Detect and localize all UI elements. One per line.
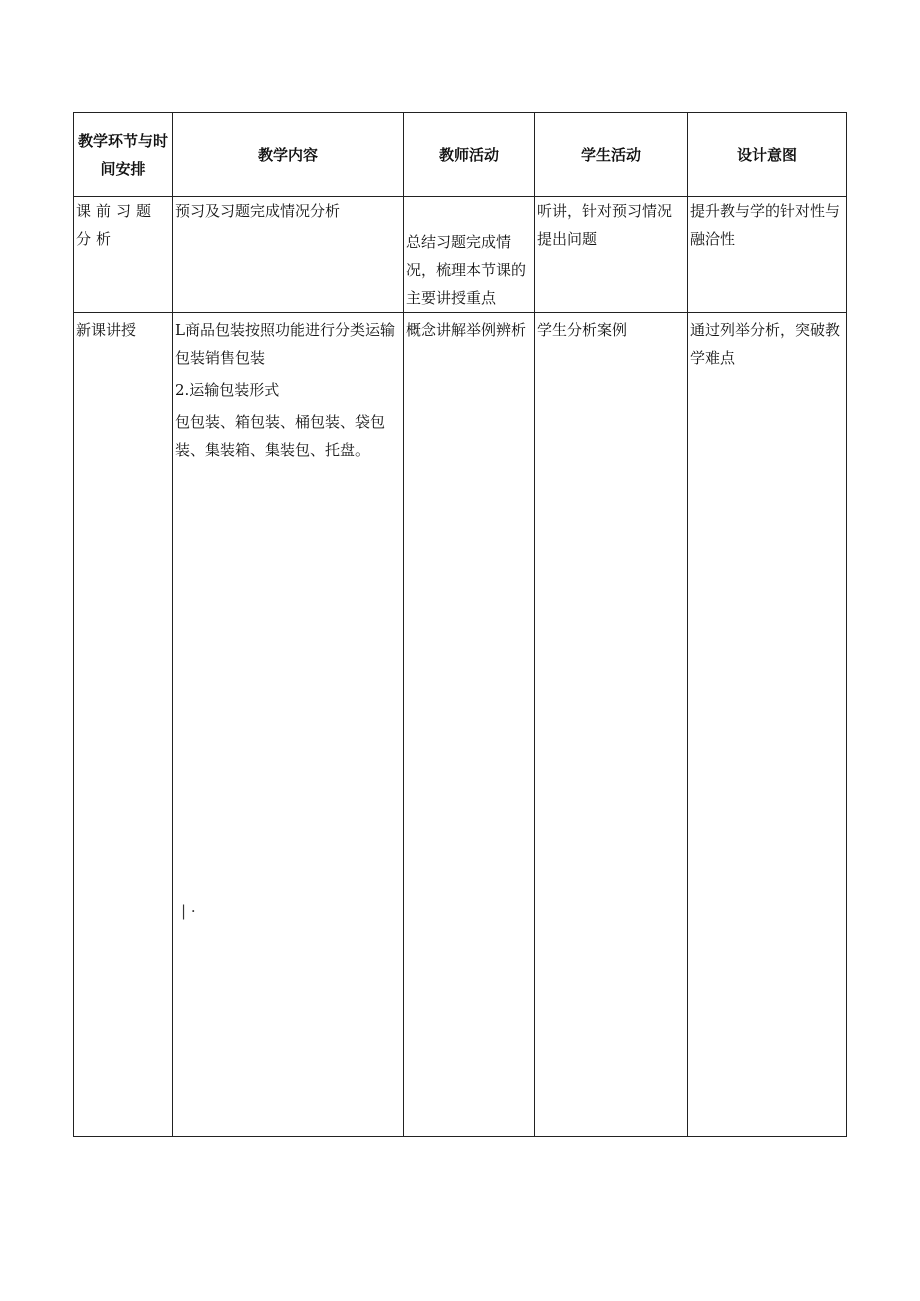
lesson-plan-table (73, 112, 847, 1137)
teacher-text: 概念讲解举例辨析 (406, 321, 527, 339)
content-cell (173, 197, 404, 313)
table-row (74, 197, 847, 313)
content-line: 2.运输包装形式 (175, 381, 280, 399)
teacher-text: 总结习题完成情况，梳理本节课的主要讲授重点 (406, 233, 527, 307)
stage-text: 课前习题分析 (76, 202, 157, 248)
table-row (74, 313, 847, 1137)
teacher-cell (404, 313, 535, 1137)
intent-text: 提升教与学的针对性与融洽性 (690, 202, 841, 248)
table-header-row (74, 113, 847, 197)
header-intent: 设计意图 (688, 113, 847, 197)
header-stage: 教学环节与时间安排 (74, 113, 173, 197)
header-content: 教学内容 (173, 113, 404, 197)
stage-cell (74, 197, 173, 313)
stray-mark: | · (181, 902, 196, 920)
student-cell (535, 197, 688, 313)
student-text: 听讲，针对预习情况提出问题 (537, 202, 673, 248)
content-text: 预习及习题完成情况分析 (175, 202, 341, 220)
stage-cell (74, 313, 173, 1137)
student-cell (535, 313, 688, 1137)
intent-text: 通过列举分析，突破教学难点 (690, 321, 841, 367)
intent-cell (688, 313, 847, 1137)
content-line: 包包装、箱包装、桶包装、袋包装、集装箱、集装包、托盘。 (175, 413, 386, 459)
header-student: 学生活动 (535, 113, 688, 197)
content-line: L商品包装按照功能进行分类运输包装销售包装 (175, 321, 395, 367)
stage-text: 新课讲授 (76, 321, 137, 339)
content-cell (173, 313, 404, 1137)
student-text: 学生分析案例 (537, 321, 628, 339)
teacher-cell (404, 197, 535, 313)
header-teacher: 教师活动 (404, 113, 535, 197)
intent-cell (688, 197, 847, 313)
